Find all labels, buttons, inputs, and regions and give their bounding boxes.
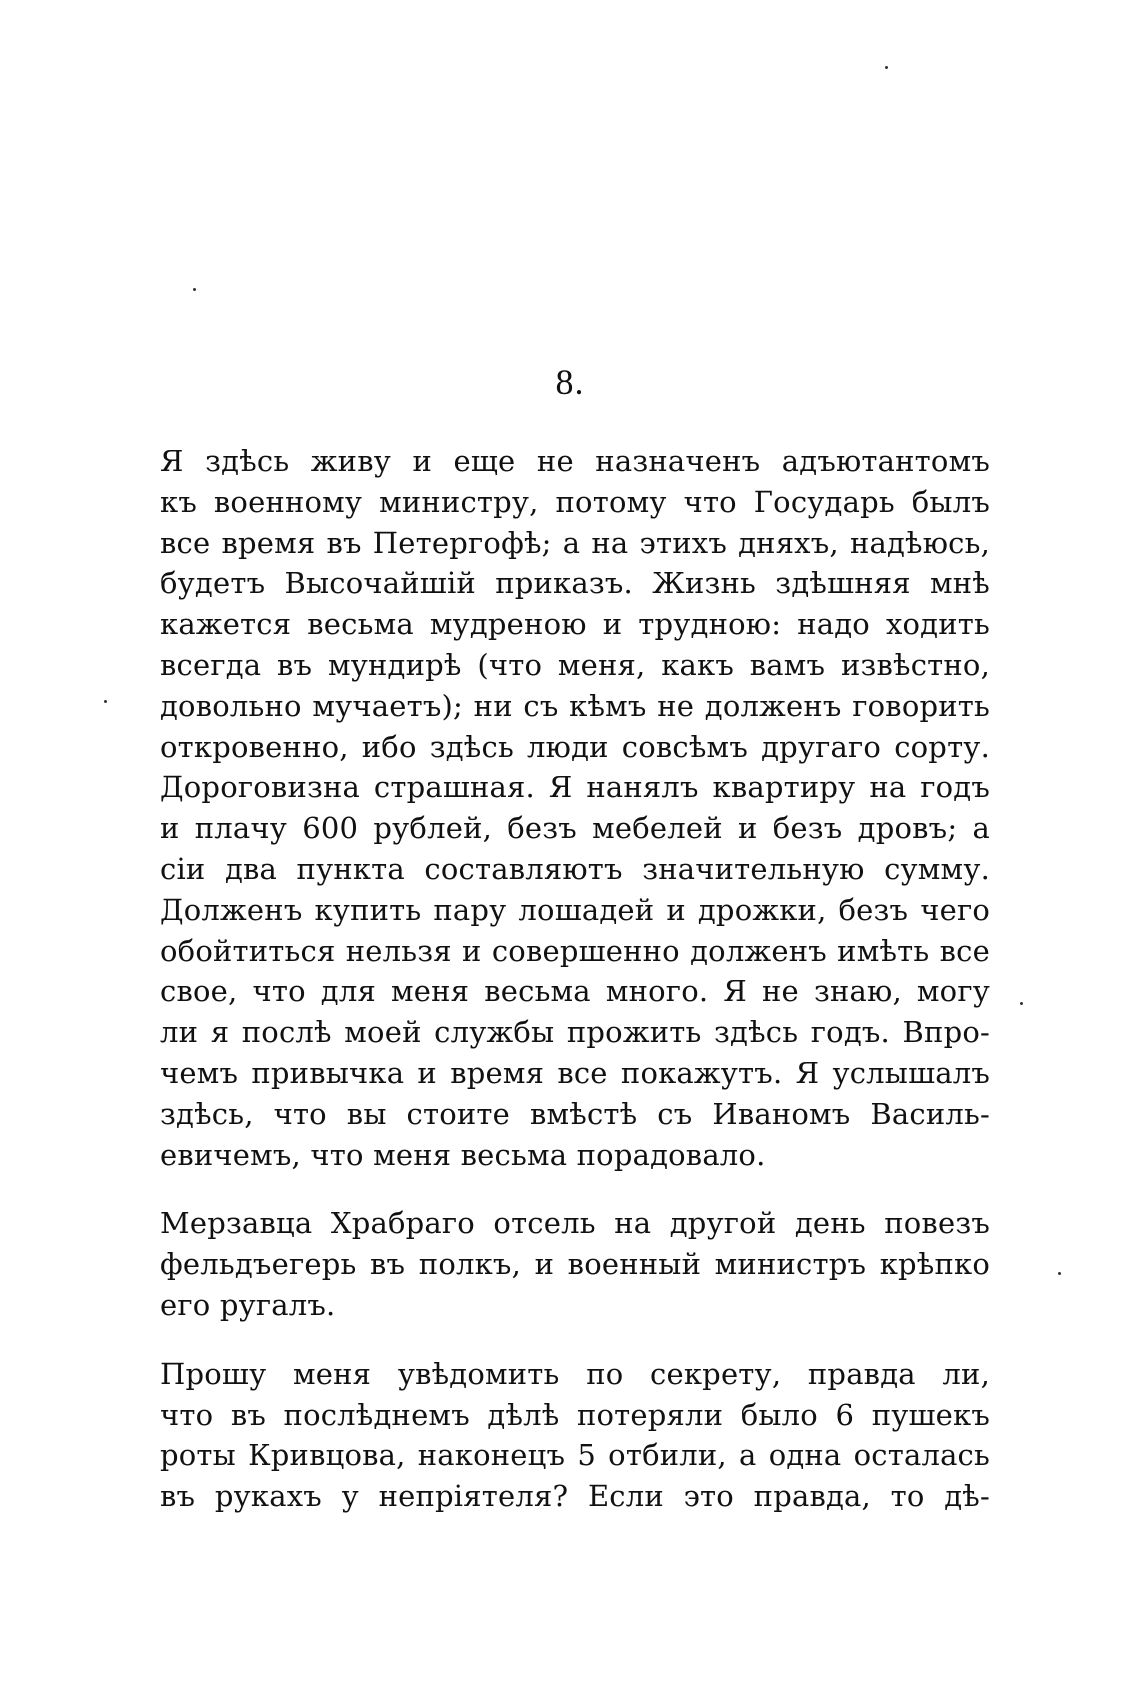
text-line: и плачу 600 рублей, безъ мебелей и безъ дровъ; а: [160, 811, 990, 846]
text-line: здѣсь, что вы стоите вмѣстѣ съ Иваномъ Василь-: [160, 1096, 990, 1131]
paragraph-3: [160, 1354, 990, 1517]
text-line: кажется весьма мудреною и трудною: надо ходить: [160, 607, 990, 642]
text-line: ли я послѣ моей службы прожить здѣсь годъ. Впро-: [160, 1015, 990, 1050]
letter-body: [160, 441, 990, 1517]
text-line: сіи два пункта составляютъ значительную сумму.: [160, 851, 990, 886]
scan-speck: [193, 288, 196, 291]
scan-speck: [104, 700, 107, 703]
text-line: свое, что для меня весьма много. Я не знаю, могу: [160, 974, 990, 1009]
text-line: обойтиться нельзя и совершенно долженъ имѣть все: [160, 933, 990, 968]
text-line: фельдъегерь въ полкъ, и военный министръ крѣпко: [160, 1247, 990, 1282]
text-line: все время въ Петергофѣ; а на этихъ дняхъ, надѣюсь,: [160, 525, 990, 560]
text-line: въ рукахъ у непріятеля? Если это правда, то дѣ-: [160, 1479, 990, 1514]
scan-speck: [885, 66, 888, 69]
text-line: откровенно, ибо здѣсь люди совсѣмъ другаго сорту.: [160, 729, 990, 764]
text-line: довольно мучаетъ); ни съ кѣмъ не долженъ говорить: [160, 688, 990, 723]
paragraph-1: [160, 441, 990, 1175]
scan-speck: [1020, 1002, 1023, 1005]
text-line: всегда въ мундирѣ (что меня, какъ вамъ извѣстно,: [160, 647, 990, 682]
text-line: Дороговизна страшная. Я нанялъ квартиру на годъ: [160, 770, 990, 805]
text-line: Я здѣсь живу и еще не назначенъ адъютантомъ: [160, 444, 990, 478]
scan-speck: [1058, 1272, 1061, 1275]
text-line: евичемъ, что меня весьма порадовало.: [160, 1137, 766, 1172]
text-line: будетъ Высочайшій приказъ. Жизнь здѣшняя мнѣ: [160, 566, 990, 601]
letter-number: 8.: [555, 362, 585, 402]
text-line: чемъ привычка и время все покажутъ. Я услышалъ: [160, 1055, 990, 1090]
text-line: его ругалъ.: [160, 1287, 336, 1322]
paragraph-2: [160, 1203, 990, 1325]
text-line: что въ послѣднемъ дѣлѣ потеряли было 6 пушекъ: [160, 1397, 990, 1432]
text-line: роты Кривцова, наконецъ 5 отбили, а одна осталась: [160, 1438, 990, 1473]
text-line: къ военному министру, потому что Государь былъ: [160, 484, 990, 519]
text-line: Мерзавца Храбраго отсель на другой день повезъ: [160, 1206, 990, 1241]
text-line: Прошу меня увѣдомить по секрету, правда ли,: [160, 1356, 990, 1391]
text-line: Долженъ купить пару лошадей и дрожки, безъ чего: [160, 892, 990, 927]
